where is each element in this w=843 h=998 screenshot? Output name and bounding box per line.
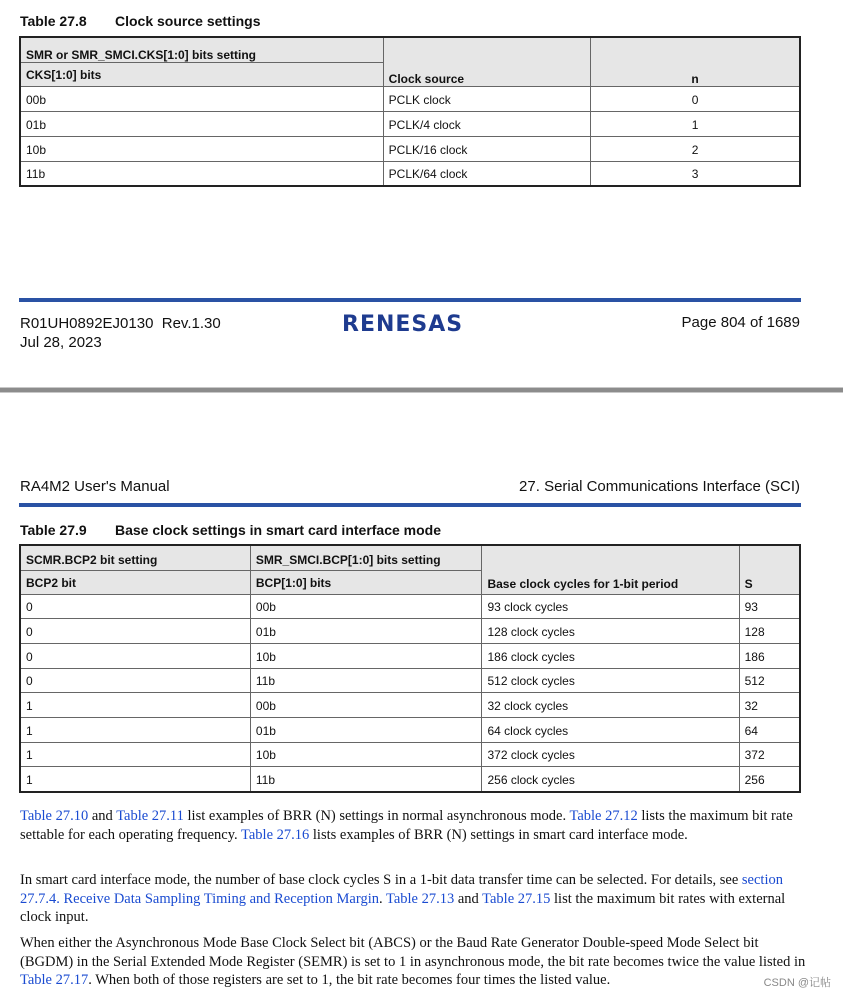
cell: 2 xyxy=(591,136,800,161)
cell: 1 xyxy=(20,693,250,718)
table-row xyxy=(20,717,800,742)
header-group-bcp2: SCMR.BCP2 bit setting xyxy=(20,545,250,570)
header-group: SMR or SMR_SMCI.CKS[1:0] bits setting xyxy=(20,37,383,62)
text: list the maximum bit rates with external clock input. xyxy=(20,890,786,925)
cell: 10b xyxy=(20,136,383,161)
table-row xyxy=(20,161,800,186)
cell: 0 xyxy=(20,594,250,619)
paragraph-brr-settings xyxy=(20,807,810,844)
table-row xyxy=(20,619,800,644)
cell: 0 xyxy=(591,86,800,111)
table-row xyxy=(20,668,800,693)
table-row xyxy=(20,86,800,111)
cell: 00b xyxy=(20,86,383,111)
paragraph-abcs-bgdm xyxy=(20,934,810,990)
renesas-logo: RENESAS xyxy=(342,312,464,337)
table-caption: Base clock settings in smart card interface mode xyxy=(115,522,442,538)
cell: 3 xyxy=(591,161,800,186)
footer-rule xyxy=(19,298,801,302)
cell: 512 clock cycles xyxy=(482,668,739,693)
cell: 01b xyxy=(20,111,383,136)
cell: 256 xyxy=(739,767,800,792)
cell: 11b xyxy=(250,767,482,792)
link-table-27-12[interactable]: Table 27.12 xyxy=(569,808,638,824)
cell: PCLK/4 clock xyxy=(383,111,590,136)
cell: 0 xyxy=(20,619,250,644)
cell: 93 xyxy=(739,594,800,619)
header-s: S xyxy=(739,545,800,594)
page-separator xyxy=(0,387,843,393)
base-clock-table xyxy=(19,544,801,793)
watermark: CSDN @记帖 xyxy=(763,977,831,989)
link-table-27-17[interactable]: Table 27.17 xyxy=(20,972,89,988)
text: . xyxy=(378,890,386,907)
cell: PCLK/16 clock xyxy=(383,136,590,161)
link-table-27-16[interactable]: Table 27.16 xyxy=(241,826,310,843)
cell: 11b xyxy=(250,668,482,693)
table-27-8-title xyxy=(20,13,261,29)
cell: 256 clock cycles xyxy=(482,767,739,792)
cell: 372 clock cycles xyxy=(482,742,739,767)
clock-source-table xyxy=(19,36,801,187)
cell: 00b xyxy=(250,594,482,619)
cell: 32 clock cycles xyxy=(482,693,739,718)
doc-date: Jul 28, 2023 xyxy=(20,334,102,351)
table-caption: Clock source settings xyxy=(115,13,261,29)
cell: 128 xyxy=(739,619,800,644)
cell: PCLK/64 clock xyxy=(383,161,590,186)
text: lists the maximum bit rate settable for each operating frequency. xyxy=(20,808,793,843)
text: and xyxy=(454,890,483,907)
cell: 00b xyxy=(250,693,482,718)
header-group-bcp: SMR_SMCI.BCP[1:0] bits setting xyxy=(250,545,482,570)
cell: 10b xyxy=(250,643,482,668)
table-row xyxy=(20,693,800,718)
cell: 0 xyxy=(20,668,250,693)
table-row xyxy=(20,742,800,767)
header-bcp2-bit: BCP2 bit xyxy=(20,570,250,594)
cell: 1 xyxy=(20,742,250,767)
cell: 10b xyxy=(250,742,482,767)
paragraph-smart-card xyxy=(20,871,810,927)
link-table-27-15[interactable]: Table 27.15 xyxy=(482,890,551,907)
manual-title: RA4M2 User's Manual xyxy=(20,478,170,495)
cell: 512 xyxy=(739,668,800,693)
cell: 1 xyxy=(591,111,800,136)
text: When either the Asynchronous Mode Base Clock Select bit (ABCS) or the Baud Rate Generator Double-speed Mode Select bit (BGDM) in the Serial Extended Mode Register (SEMR) is set to 1 in asynchronous mode, the bit rate becomes twice the value listed in xyxy=(20,935,806,970)
cell: 186 clock cycles xyxy=(482,643,739,668)
header-bcp-bits: BCP[1:0] bits xyxy=(250,570,482,594)
cell: 64 xyxy=(739,717,800,742)
text: lists examples of BRR (N) settings in smart card interface mode. xyxy=(309,826,688,843)
header-n: n xyxy=(591,37,800,86)
cell: 64 clock cycles xyxy=(482,717,739,742)
cell: 372 xyxy=(739,742,800,767)
table-27-9-title xyxy=(20,522,441,538)
header-cks-bits: CKS[1:0] bits xyxy=(20,62,383,86)
doc-number: R01UH0892EJ0130 Rev.1.30 xyxy=(20,315,221,332)
footer-doc-info xyxy=(20,314,221,352)
text: and xyxy=(88,808,117,824)
cell: 32 xyxy=(739,693,800,718)
page-number: Page 804 of 1689 xyxy=(681,314,800,331)
table-number: Table 27.8 xyxy=(20,13,87,29)
link-section-27-7-4[interactable]: section 27.7.4. Receive Data Sampling Timing and Reception Margin xyxy=(20,872,783,907)
cell: 1 xyxy=(20,717,250,742)
link-table-27-10[interactable]: Table 27.10 xyxy=(20,808,89,824)
table-row xyxy=(20,767,800,792)
text: list examples of BRR (N) settings in normal asynchronous mode. xyxy=(183,808,570,824)
header-clock-source: Clock source xyxy=(383,37,590,86)
cell: 0 xyxy=(20,643,250,668)
cell: 1 xyxy=(20,767,250,792)
cell: 11b xyxy=(20,161,383,186)
cell: 93 clock cycles xyxy=(482,594,739,619)
cell: 01b xyxy=(250,619,482,644)
cell: 128 clock cycles xyxy=(482,619,739,644)
link-table-27-11[interactable]: Table 27.11 xyxy=(116,808,184,824)
table-row xyxy=(20,136,800,161)
table-row xyxy=(20,594,800,619)
cell: 186 xyxy=(739,643,800,668)
cell: PCLK clock xyxy=(383,86,590,111)
text: . When both of those registers are set to 1, the bit rate becomes four times the listed value. xyxy=(88,972,611,988)
table-row xyxy=(20,111,800,136)
header-base-clock-cycles: Base clock cycles for 1-bit period xyxy=(482,545,739,594)
header-rule xyxy=(19,503,801,507)
text: In smart card interface mode, the number of base clock cycles S in a 1-bit data transfer time can be selected. For details, see xyxy=(20,872,742,888)
link-table-27-13[interactable]: Table 27.13 xyxy=(385,890,455,907)
table-number: Table 27.9 xyxy=(20,522,87,538)
chapter-title: 27. Serial Communications Interface (SCI) xyxy=(519,478,800,495)
cell: 01b xyxy=(250,717,482,742)
table-row xyxy=(20,643,800,668)
